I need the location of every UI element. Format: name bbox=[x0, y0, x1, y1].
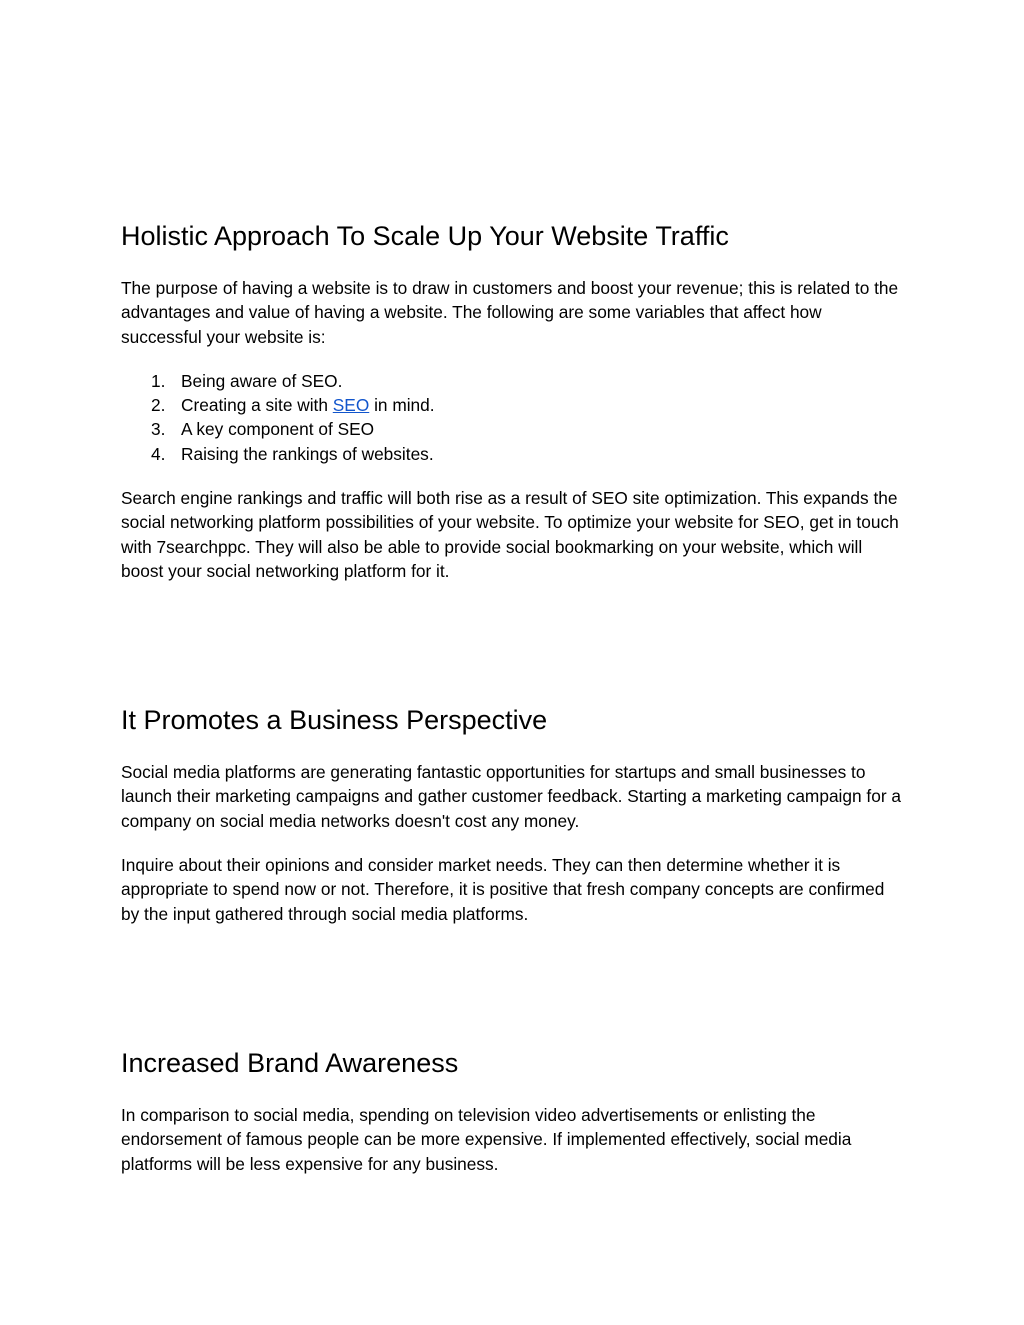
list-number: 3. bbox=[151, 419, 166, 440]
list-item-text-before-link: Creating a site with bbox=[181, 395, 333, 416]
paragraph-social-media-opportunities: Social media platforms are generating fantastic opportunities for startups and small businesses to launch their marketing campaigns and gather customer feedback. Starting a marketing campaign for a company on social media networks doesn't cost any money. bbox=[121, 762, 901, 831]
list-number: 1. bbox=[151, 371, 166, 391]
paragraph-advertising-cost: In comparison to social media, spending on television video advertisements or enlisting the endorsement of famous people can be more expensive. If implemented effectively, social media platforms will be less expensive for any business. bbox=[121, 1105, 852, 1174]
list-item-text: A key component of SEO bbox=[181, 419, 375, 440]
section-title-brand-awareness: Increased Brand Awareness bbox=[121, 1048, 459, 1078]
seo-link[interactable]: SEO bbox=[332, 395, 370, 416]
list-item-text-after-link: in mind. bbox=[369, 395, 435, 416]
list-number: 4. bbox=[151, 443, 166, 464]
paragraph-market-needs: Inquire about their opinions and consider market needs. They can then determine whether it is appropriate to spend now or not. Therefore, it is positive that fresh company concepts are confirmed by the input gathered through social media platforms. bbox=[121, 855, 885, 924]
paragraph-seo-optimization: Search engine rankings and traffic will both rise as a result of SEO site optimization. This expands the social networking platform possibilities of your website. To optimize your website for SEO, get in touch with 7searchppc. They will also be able to provide social bookmarking on your website, which will boost your social networking platform for it. bbox=[121, 488, 899, 582]
list-item bbox=[121, 417, 435, 441]
section-title-business-perspective: It Promotes a Business Perspective bbox=[121, 705, 548, 735]
seo-factors-list bbox=[121, 369, 435, 466]
list-item bbox=[121, 442, 435, 466]
list-item-text: Being aware of SEO. bbox=[181, 371, 343, 391]
paragraph-website-purpose: The purpose of having a website is to draw in customers and boost your revenue; this is related to the advantages and value of having a website. The following are some variables that affect how successful your website is: bbox=[121, 278, 899, 347]
section-title-holistic-approach: Holistic Approach To Scale Up Your Website Traffic bbox=[121, 221, 729, 251]
list-item bbox=[121, 369, 435, 393]
list-number: 2. bbox=[151, 395, 166, 416]
list-item bbox=[121, 393, 435, 417]
list-item-text: Raising the rankings of websites. bbox=[181, 443, 434, 464]
